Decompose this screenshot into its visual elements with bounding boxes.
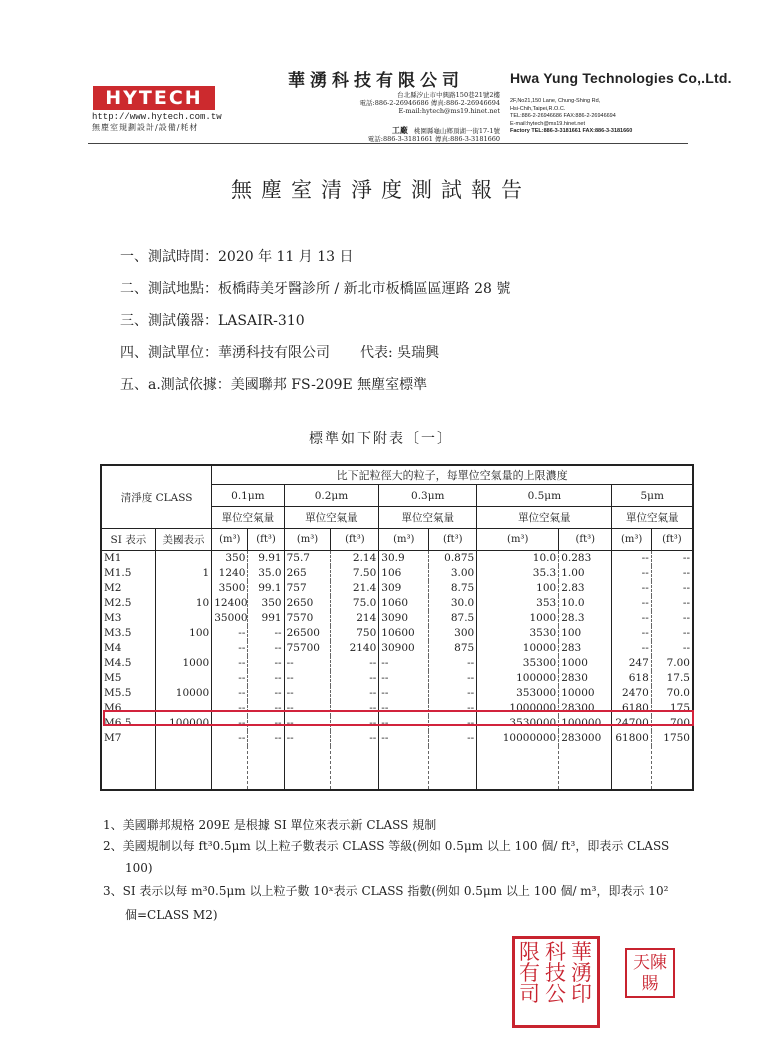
table-cell: -- (212, 686, 248, 701)
table-cell: -- (284, 731, 331, 746)
table-cell: -- (379, 671, 429, 686)
company-url: http://www.hytech.com.tw (92, 112, 222, 122)
table-cell: -- (429, 731, 477, 746)
test-instrument: 三、測試儀器：LASAIR-310 (120, 313, 305, 329)
unit-header: 單位空氣量 (212, 507, 284, 529)
table-cell: 2.83 (559, 581, 612, 596)
table-cell: 1750 (651, 731, 693, 746)
table-row (101, 731, 693, 746)
table-cell: 100000 (559, 716, 612, 731)
table-cell: 1000 (477, 611, 559, 626)
company-name-english: Hwa Yung Technologies Co,.Ltd. (510, 70, 732, 86)
test-unit: 四、測試單位：華湧科技有限公司 代表: 吳瑞興 (120, 345, 440, 361)
table-cell: 2.14 (331, 551, 379, 567)
table-cell: -- (612, 551, 651, 567)
table-cell: 35.0 (248, 566, 284, 581)
table-cell (155, 551, 211, 567)
table-row (101, 551, 693, 567)
note-3-continued: 個=CLASS M2) (125, 908, 218, 922)
table-cell: 10000 (155, 686, 211, 701)
size-header: 0.5μm (477, 485, 612, 507)
company-tagline: 無塵室規劃設計/設備/耗材 (92, 123, 199, 132)
table-cell: 618 (612, 671, 651, 686)
table-cell: -- (331, 731, 379, 746)
table-cell: 2140 (331, 641, 379, 656)
table-cell: -- (248, 686, 284, 701)
table-cell: 26500 (284, 626, 331, 641)
us-column-header: 美國表示 (155, 529, 211, 551)
si-column-header: SI 表示 (101, 529, 155, 551)
unit-ft3: (ft³) (331, 529, 379, 551)
table-cell: -- (248, 671, 284, 686)
table-cell: 8.75 (429, 581, 477, 596)
table-cell: -- (651, 596, 693, 611)
signature-stamp: 天陳 賜 (625, 948, 675, 998)
table-cell: 2830 (559, 671, 612, 686)
table-cell: 100 (559, 626, 612, 641)
table-cell: 100000 (477, 671, 559, 686)
table-cell: 30.0 (429, 596, 477, 611)
table-cell: 0.875 (429, 551, 477, 567)
class-header: 清淨度 CLASS (101, 465, 212, 529)
table-cell: 1.00 (559, 566, 612, 581)
company-seal: 限 科 華 有 技 湧 司 公 印 (512, 936, 600, 1028)
table-cell: 1000 (559, 656, 612, 671)
highlight-row-m5-5 (103, 710, 694, 726)
table-cell: 353000 (477, 686, 559, 701)
unit-ft3: (ft³) (248, 529, 284, 551)
table-cell: 106 (379, 566, 429, 581)
table-cell: -- (612, 566, 651, 581)
table-cell: 70.0 (651, 686, 693, 701)
table-cell: -- (331, 701, 379, 716)
unit-m3: (m³) (284, 529, 331, 551)
table-cell: -- (248, 701, 284, 716)
table-cell: M3 (101, 611, 155, 626)
table-cell: -- (248, 656, 284, 671)
table-cell: -- (284, 686, 331, 701)
table-cell: -- (212, 641, 248, 656)
table-cell: -- (651, 581, 693, 596)
test-standard: 五、a.測試依據：美國聯邦 FS-209E 無塵室標準 (120, 377, 428, 393)
table-cell: 0.283 (559, 551, 612, 567)
super-header: 比下記粒徑大的粒子，每單位空氣量的上限濃度 (212, 465, 693, 485)
table-cell: -- (212, 626, 248, 641)
table-cell: 1060 (379, 596, 429, 611)
table-cell: -- (612, 626, 651, 641)
table-cell (155, 581, 211, 596)
table-cell: 3500 (212, 581, 248, 596)
unit-header: 單位空氣量 (284, 507, 379, 529)
table-cell: 100 (477, 581, 559, 596)
table-cell: 2650 (284, 596, 331, 611)
table-cell: 6180 (612, 701, 651, 716)
table-cell: 3090 (379, 611, 429, 626)
table-cell: 350 (248, 596, 284, 611)
table-cell: M7 (101, 731, 155, 746)
table-cell: -- (284, 716, 331, 731)
size-header: 0.3μm (379, 485, 477, 507)
table-cell: 283 (559, 641, 612, 656)
unit-header: 單位空氣量 (477, 507, 612, 529)
table-cell: -- (248, 731, 284, 746)
table-cell: 700 (651, 716, 693, 731)
table-cell: 61800 (612, 731, 651, 746)
table-cell: 30.9 (379, 551, 429, 567)
table-cell: -- (248, 641, 284, 656)
unit-m3: (m³) (379, 529, 429, 551)
note-3: 3、SI 表示以每 m³0.5μm 以上粒子數 10ˣ表示 CLASS 指數(例如 0.5μm 以上 100 個/ m³，即表示 10² (103, 884, 669, 898)
table-caption: 標準如下附表〔一〕 (309, 431, 453, 447)
table-cell: 35300 (477, 656, 559, 671)
table-cell: M6.5 (101, 716, 155, 731)
table-cell: -- (212, 731, 248, 746)
table-cell: M4 (101, 641, 155, 656)
table-cell: 175 (651, 701, 693, 716)
report-title: 無塵室清淨度測試報告 (231, 178, 531, 202)
table-cell: -- (284, 656, 331, 671)
table-cell: 75.0 (331, 596, 379, 611)
table-spacer-row (101, 746, 693, 790)
table-cell: 10 (155, 596, 211, 611)
table-cell: 87.5 (429, 611, 477, 626)
table-cell: -- (248, 716, 284, 731)
unit-header: 單位空氣量 (379, 507, 477, 529)
company-name-chinese: 華湧科技有限公司 (288, 71, 464, 91)
table-cell: -- (612, 596, 651, 611)
table-cell: -- (248, 626, 284, 641)
table-cell: 9.91 (248, 551, 284, 567)
table-cell: -- (331, 716, 379, 731)
table-cell: 7.00 (651, 656, 693, 671)
table-cell: M1.5 (101, 566, 155, 581)
table-cell: 10.0 (559, 596, 612, 611)
table-cell: 10000 (559, 686, 612, 701)
table-cell: 12400 (212, 596, 248, 611)
table-cell: M6 (101, 701, 155, 716)
unit-m3: (m³) (612, 529, 651, 551)
test-date: 一、測試時間：2020 年 11 月 13 日 (120, 249, 354, 265)
unit-header: 單位空氣量 (612, 507, 693, 529)
note-2: 2、美國規制以每 ft³0.5μm 以上粒子數表示 CLASS 等級(例如 0.5μm 以上 100 個/ ft³，即表示 CLASS (103, 839, 670, 853)
factory-address-chinese: 工廠 桃園縣龜山鄉頂湖一街17-1號 電話:886-3-3181661 傳真:886-3-3181660 (367, 125, 500, 143)
table-cell: 300 (429, 626, 477, 641)
size-header: 0.2μm (284, 485, 379, 507)
table-cell: M2 (101, 581, 155, 596)
unit-ft3: (ft³) (651, 529, 693, 551)
table-cell: -- (331, 686, 379, 701)
table-cell: -- (379, 686, 429, 701)
table-cell: 99.1 (248, 581, 284, 596)
table-cell: 283000 (559, 731, 612, 746)
table-cell: 10600 (379, 626, 429, 641)
table-cell: -- (379, 701, 429, 716)
table-cell: 991 (248, 611, 284, 626)
note-1: 1、美國聯邦規格 209E 是根據 SI 單位來表示新 CLASS 規制 (103, 818, 437, 832)
table-cell (155, 731, 211, 746)
table-cell: 30900 (379, 641, 429, 656)
table-cell: -- (429, 701, 477, 716)
unit-ft3: (ft³) (429, 529, 477, 551)
table-cell: 757 (284, 581, 331, 596)
table-cell (155, 611, 211, 626)
table-cell: 100 (155, 626, 211, 641)
table-cell: 21.4 (331, 581, 379, 596)
table-cell: 7570 (284, 611, 331, 626)
office-address-english: 2F,No21,150 Lane, Chung-Shing Rd, Hsi-Chih,Taipei,R.O.C. TEL:886-2-26946686 FAX:886-2-26946694 E-mail:hytech@ms19.hinet.net Factory TEL:886-3-3181661 FAX:886-3-3181660 (510, 98, 633, 134)
table-cell: M5.5 (101, 686, 155, 701)
table-cell: 24700 (612, 716, 651, 731)
table-cell: -- (612, 581, 651, 596)
table-cell: -- (651, 626, 693, 641)
table-cell: M5 (101, 671, 155, 686)
table-row (101, 596, 693, 611)
table-cell: 265 (284, 566, 331, 581)
test-location: 二、測試地點：板橋蒔美牙醫診所 / 新北市板橋區區運路 28 號 (120, 281, 511, 297)
table-cell: 875 (429, 641, 477, 656)
table-cell: 1 (155, 566, 211, 581)
table-cell: -- (429, 686, 477, 701)
table-cell: 2470 (612, 686, 651, 701)
company-logo: HYTECH (93, 86, 215, 110)
size-header: 0.1μm (212, 485, 284, 507)
table-cell: 28300 (559, 701, 612, 716)
table-cell: -- (379, 731, 429, 746)
table-cell: -- (379, 716, 429, 731)
table-cell: 247 (612, 656, 651, 671)
table-cell: 3530000 (477, 716, 559, 731)
table-cell (155, 641, 211, 656)
note-2-continued: 100) (125, 861, 153, 875)
table-cell: -- (612, 641, 651, 656)
table-row (101, 581, 693, 596)
table-row (101, 611, 693, 626)
table-cell: 10000000 (477, 731, 559, 746)
table-cell: 1240 (212, 566, 248, 581)
unit-m3: (m³) (477, 529, 559, 551)
table-cell: -- (331, 671, 379, 686)
table-cell: -- (284, 671, 331, 686)
table-cell: 75.7 (284, 551, 331, 567)
table-cell: 75700 (284, 641, 331, 656)
table-cell: 10000 (477, 641, 559, 656)
table-cell: 3530 (477, 626, 559, 641)
table-cell: -- (284, 701, 331, 716)
table-cell: -- (429, 656, 477, 671)
unit-m3: (m³) (212, 529, 248, 551)
table-cell: 214 (331, 611, 379, 626)
table-row (101, 641, 693, 656)
table-cell: 1000000 (477, 701, 559, 716)
table-cell: -- (212, 656, 248, 671)
table-cell: 35000 (212, 611, 248, 626)
table-cell: 10.0 (477, 551, 559, 567)
size-header: 5μm (612, 485, 693, 507)
office-address-chinese: 台北縣汐止市中興路150巷21號2樓 電話:886-2-26946686 傳真:886-2-26946694 E-mail:hytech@ms19.hinet.net (359, 91, 500, 115)
table-cell: 350 (212, 551, 248, 567)
representative: 代表: 吳瑞興 (360, 345, 440, 361)
table-cell: 35.3 (477, 566, 559, 581)
table-cell: 28.3 (559, 611, 612, 626)
table-cell: M3.5 (101, 626, 155, 641)
table-cell: 7.50 (331, 566, 379, 581)
table-cell: -- (612, 611, 651, 626)
table-cell: -- (212, 701, 248, 716)
table-row (101, 626, 693, 641)
unit-ft3: (ft³) (559, 529, 612, 551)
table-cell: 17.5 (651, 671, 693, 686)
table-cell: -- (651, 641, 693, 656)
table-cell: M1 (101, 551, 155, 567)
table-cell: -- (212, 671, 248, 686)
table-cell: 100000 (155, 716, 211, 731)
table-row (101, 671, 693, 686)
table-cell: 1000 (155, 656, 211, 671)
table-cell: -- (651, 566, 693, 581)
table-row (101, 566, 693, 581)
table-cell: M2.5 (101, 596, 155, 611)
table-cell (155, 671, 211, 686)
table-cell: -- (331, 656, 379, 671)
table-row (101, 656, 693, 671)
table-row (101, 686, 693, 701)
table-cell: -- (651, 551, 693, 567)
letterhead-divider (88, 143, 688, 144)
table-cell: 353 (477, 596, 559, 611)
table-cell: -- (429, 671, 477, 686)
table-cell: -- (212, 716, 248, 731)
table-cell: 3.00 (429, 566, 477, 581)
table-cell: 309 (379, 581, 429, 596)
table-cell: 750 (331, 626, 379, 641)
table-cell: M4.5 (101, 656, 155, 671)
table-cell: -- (651, 611, 693, 626)
table-cell: -- (429, 716, 477, 731)
cleanroom-class-table (100, 464, 694, 791)
table-cell: -- (379, 656, 429, 671)
